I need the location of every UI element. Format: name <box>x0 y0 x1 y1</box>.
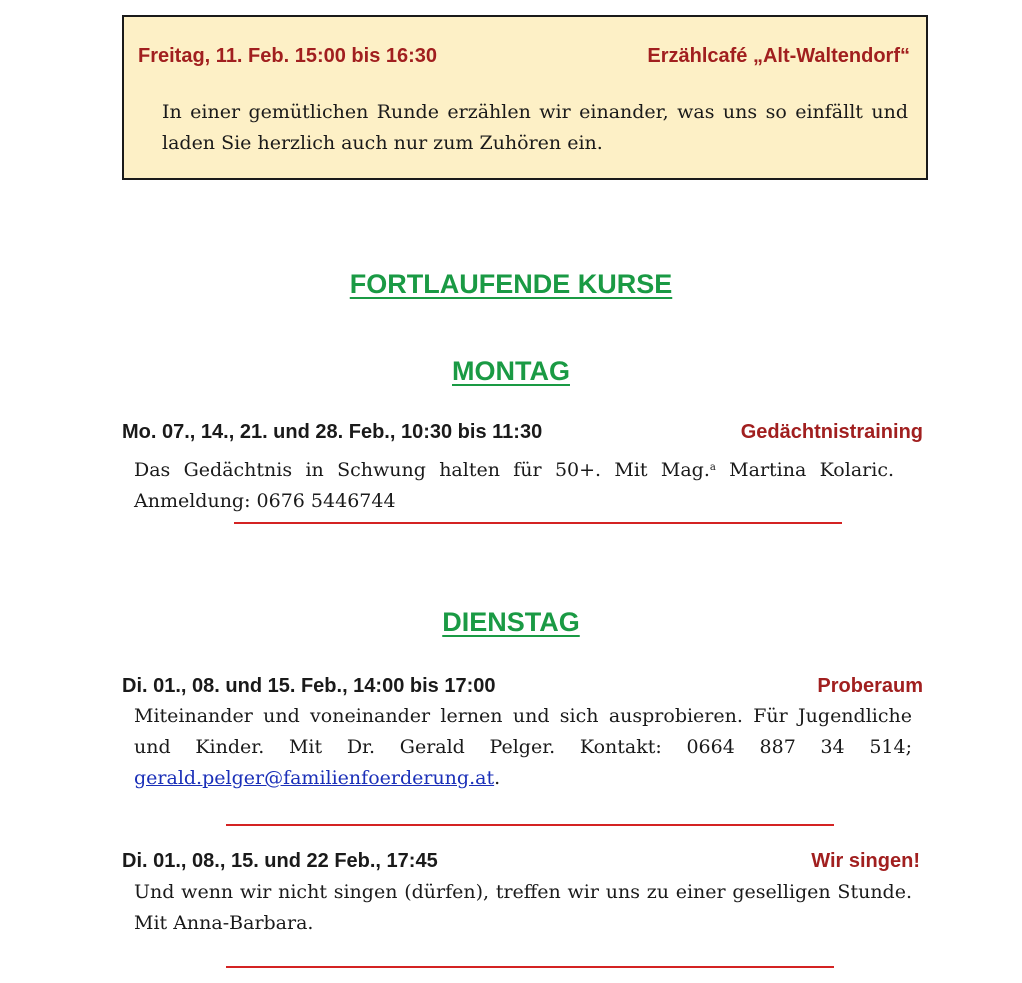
divider-line <box>234 522 842 524</box>
superscript-a: a <box>709 462 716 473</box>
day-heading-monday: MONTAG <box>452 356 570 386</box>
event-description-proberaum <box>134 701 912 794</box>
event-title-gedaechtnistraining: Gedächtnistraining <box>740 421 923 443</box>
section-title: FORTLAUFENDE KURSE <box>349 269 673 299</box>
highlight-event-title: Erzählcafé „Alt-Waltendorf“ <box>647 45 910 67</box>
divider-line <box>226 824 834 826</box>
event-description-gedaechtnistraining <box>134 452 894 517</box>
highlight-event-date: Freitag, 11. Feb. 15:00 bis 16:30 <box>138 45 438 67</box>
highlight-event-description: In einer gemütlichen Runde erzählen wir einander, was uns so einfällt und laden Sie herzlich auch nur zum Zuhören ein. <box>162 101 908 154</box>
event-description-part1: Das Gedächtnis in Schwung halten für 50+. Mit Mag. <box>134 459 710 481</box>
contact-email-link[interactable]: gerald.pelger@familienfoerderung.at <box>134 767 495 789</box>
event-description-part2: Martina Kolaric. Anmeldung: 0676 5446744 <box>134 459 894 512</box>
email-suffix: . <box>494 767 501 789</box>
event-title-wir-singen: Wir singen! <box>811 850 920 872</box>
event-description-text: Miteinander und voneinander lernen und sich ausprobieren. Für Jugendliche und Kinder. Mit Dr. Gerald Pelger. Kontakt: 0664 887 34 514; <box>134 705 912 758</box>
divider-line <box>226 966 834 968</box>
event-title-proberaum: Proberaum <box>817 675 923 697</box>
event-date-gedaechtnistraining: Mo. 07., 14., 21. und 28. Feb., 10:30 bis 11:30 <box>122 421 543 443</box>
event-date-wir-singen: Di. 01., 08., 15. und 22 Feb., 17:45 <box>122 850 438 872</box>
highlight-event-box <box>122 15 928 180</box>
event-description-wir-singen: Und wenn wir nicht singen (dürfen), treffen wir uns zu einer geselligen Stunde. Mit Anna-Barbara. <box>134 881 912 934</box>
event-date-proberaum: Di. 01., 08. und 15. Feb., 14:00 bis 17:00 <box>122 675 496 697</box>
day-heading-tuesday: DIENSTAG <box>442 607 580 637</box>
